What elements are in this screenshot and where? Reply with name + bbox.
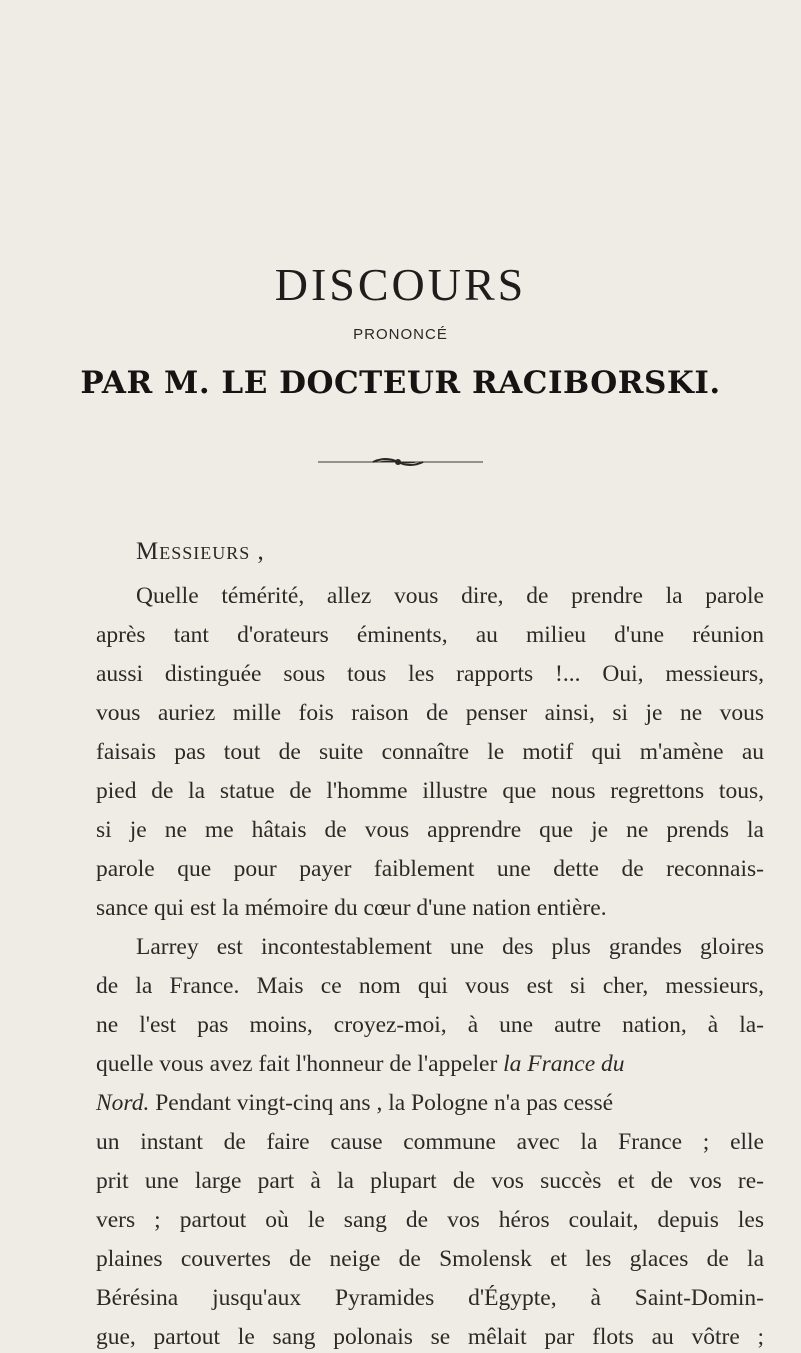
text-line: Bérésina jusqu'aux Pyramides d'Égypte, à Saint-Domin- xyxy=(96,1285,764,1311)
text-line: prit une large part à la plupart de vos succès et de vos re- xyxy=(96,1168,764,1194)
text-line: pied de la statue de l'homme illustre que nous regrettons tous, xyxy=(96,778,764,804)
text-line xyxy=(96,1090,764,1117)
italic-text: la France du xyxy=(503,1051,625,1077)
text-line: un instant de faire cause commune avec la France ; elle xyxy=(96,1129,764,1155)
text-line: plaines couvertes de neige de Smolensk et les glaces de la xyxy=(96,1246,764,1272)
text-segment: quelle vous avez fait l'honneur de l'appeler xyxy=(96,1051,498,1077)
text-line: vers ; partout où le sang de vos héros coulait, depuis les xyxy=(96,1207,764,1233)
italic-text: Nord. xyxy=(96,1090,150,1116)
text-line: aussi distinguée sous tous les rapports !... Oui, messieurs, xyxy=(96,661,764,687)
page-subtitle: PRONONCÉ xyxy=(353,326,448,343)
text-line: si je ne me hâtais de vous apprendre que je ne prends la xyxy=(96,817,764,843)
text-line: gue, partout le sang polonais se mêlait par flots au vôtre ; xyxy=(96,1324,764,1350)
text-line: de la France. Mais ce nom qui vous est si cher, messieurs, xyxy=(96,973,764,999)
text-line: ne l'est pas moins, croyez-moi, à une autre nation, à la- xyxy=(96,1012,764,1038)
text-line: faisais pas tout de suite connaître le motif qui m'amène au xyxy=(96,739,764,765)
text-line xyxy=(96,1051,764,1078)
text-line: Larrey est incontestablement une des plus grandes gloires xyxy=(136,934,764,960)
text-line: parole que pour payer faiblement une dette de reconnais- xyxy=(96,856,764,882)
author-heading: PAR M. LE DOCTEUR RACIBORSKI. xyxy=(80,365,721,401)
page-title: DISCOURS xyxy=(274,259,527,310)
salutation: Messieurs , xyxy=(136,538,265,565)
text-segment: Pendant vingt-cinq ans , la Pologne n'a pas cessé xyxy=(149,1090,614,1116)
text-line: sance qui est la mémoire du cœur d'une nation entière. xyxy=(96,895,607,921)
text-line: vous auriez mille fois raison de penser ainsi, si je ne vous xyxy=(96,700,764,726)
text-line: Quelle témérité, allez vous dire, de prendre la parole xyxy=(136,583,764,609)
text-line: après tant d'orateurs éminents, au milieu d'une réunion xyxy=(96,622,764,648)
